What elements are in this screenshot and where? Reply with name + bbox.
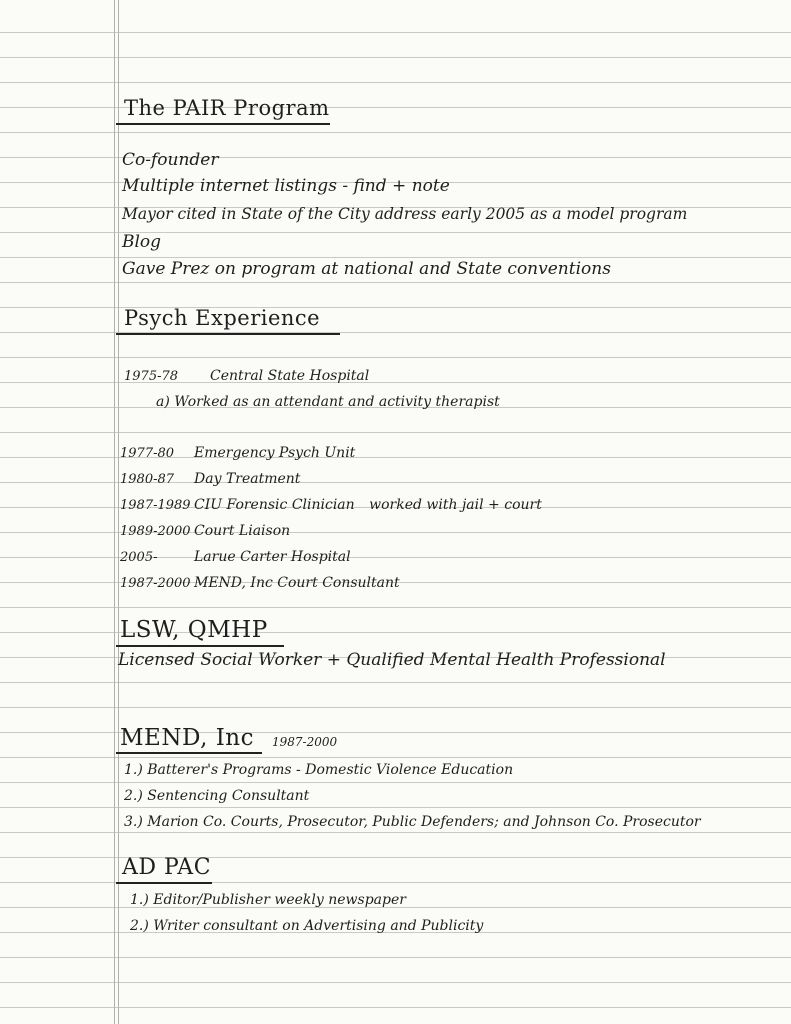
pair-line: Mayor cited in State of the City address early 2005 as a model program xyxy=(122,205,688,223)
psych-note: a) Worked as an attendant and activity therapist xyxy=(156,394,500,410)
margin-line xyxy=(114,0,115,1024)
psych-entry xyxy=(120,573,400,594)
entry-text: MEND, Inc Court Consultant xyxy=(194,575,400,591)
entry-text: Larue Carter Hospital xyxy=(194,549,351,565)
psych-entry xyxy=(120,547,351,568)
entry-years: 1987-2000 xyxy=(120,576,191,591)
adpac-item: 1.) Editor/Publisher weekly newspaper xyxy=(130,892,406,908)
entry-text: Day Treatment xyxy=(194,471,301,487)
mend-item: 1.) Batterer's Programs - Domestic Violence Education xyxy=(124,762,514,778)
section-title-adpac: AD PAC xyxy=(122,855,212,880)
lsw-line: Licensed Social Worker + Qualified Mental Health Professional xyxy=(118,650,666,670)
margin-line xyxy=(118,0,119,1024)
psych-entry xyxy=(120,521,290,542)
mend-years: 1987-2000 xyxy=(272,735,338,749)
pair-line: Co-founder xyxy=(122,150,219,170)
entry-text: Central State Hospital xyxy=(210,368,370,384)
title-underline xyxy=(116,123,330,125)
section-title-psych: Psych Experience xyxy=(124,306,321,330)
mend-item: 2.) Sentencing Consultant xyxy=(124,788,310,804)
entry-years: 2005- xyxy=(120,550,158,565)
title-underline xyxy=(116,333,340,335)
entry-note: worked with jail + court xyxy=(369,497,542,513)
title-underline xyxy=(116,645,284,647)
psych-entry xyxy=(120,443,355,464)
psych-entry xyxy=(120,469,300,490)
entry-years: 1989-2000 xyxy=(120,524,191,539)
psych-entry xyxy=(120,495,542,516)
entry-text: CIU Forensic Clinician xyxy=(194,497,355,513)
title-underline xyxy=(116,752,262,754)
adpac-item: 2.) Writer consultant on Advertising and Publicity xyxy=(130,918,484,934)
title-underline xyxy=(116,882,212,884)
section-title-lsw: LSW, QMHP xyxy=(120,617,268,643)
entry-text: Emergency Psych Unit xyxy=(194,445,356,461)
entry-years: 1987-1989 xyxy=(120,498,191,513)
mend-item: 3.) Marion Co. Courts, Prosecutor, Public Defenders; and Johnson Co. Prosecutor xyxy=(124,814,701,830)
psych-entry xyxy=(124,366,369,387)
section-title-mend: MEND, Inc xyxy=(120,725,254,751)
entry-years: 1977-80 xyxy=(120,446,175,461)
entry-years: 1975-78 xyxy=(124,369,179,384)
section-title-pair: The PAIR Program xyxy=(124,96,330,120)
entry-text: Court Liaison xyxy=(194,523,291,539)
pair-line: Blog xyxy=(122,232,162,252)
pair-line: Gave Prez on program at national and State conventions xyxy=(122,259,611,279)
entry-years: 1980-87 xyxy=(120,472,175,487)
pair-line: Multiple internet listings - find + note xyxy=(122,176,450,196)
